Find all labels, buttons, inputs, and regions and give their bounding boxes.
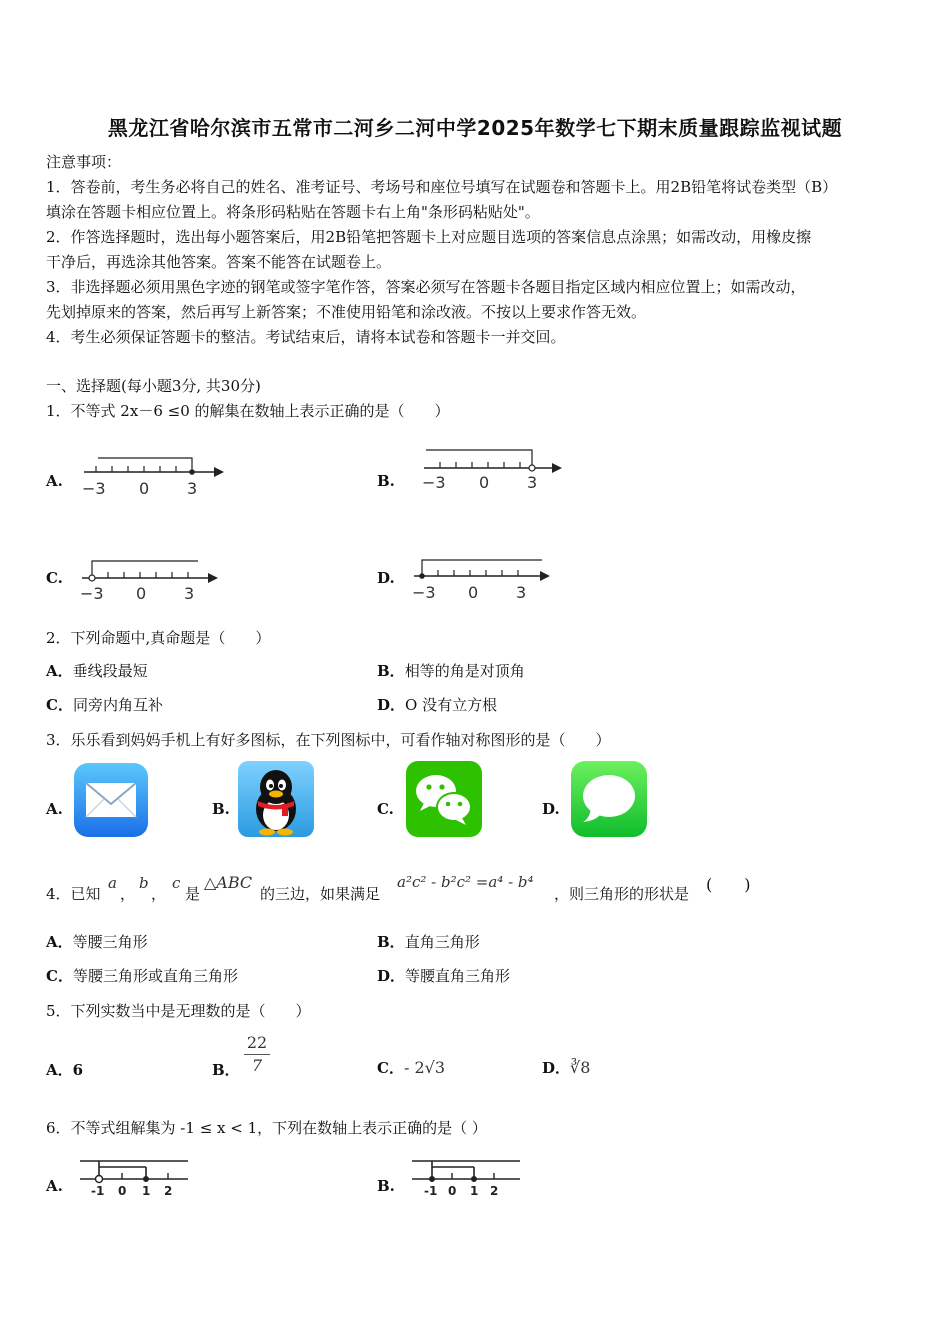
qq-penguin-icon <box>238 761 314 837</box>
notice-line: 先划掉原来的答案，然后再写上新答案；不准使用铅笔和涂改液。不按以上要求作答无效。 <box>46 303 647 321</box>
tick-label: -1 <box>91 1184 105 1198</box>
option-text: 直角三角形 <box>404 933 480 951</box>
q4-is: 是 <box>185 885 201 903</box>
option-text: 等腰直角三角形 <box>405 967 511 985</box>
q3-option-b-label: B. <box>212 800 230 818</box>
option-text: ∛8 <box>570 1058 591 1077</box>
q4-prefix: 4．已知 <box>46 885 101 903</box>
q4-option-c <box>46 965 238 986</box>
tick-label: −3 <box>80 584 104 603</box>
q1-option-b-label: B. <box>377 472 395 490</box>
option-text: O 没有立方根 <box>405 696 498 714</box>
q2-option-b <box>377 660 525 681</box>
q6-option-a-label: A. <box>46 1177 63 1195</box>
q5-option-b-label: B． <box>212 1061 240 1079</box>
q6-number-line-b <box>410 1153 526 1199</box>
notice-line: 填涂在答题卡相应位置上。将条形码粘贴在答题卡右上角"条形码粘贴处"。 <box>46 203 540 221</box>
tick-label: 0 <box>479 473 490 492</box>
q6-number-line-a <box>78 1153 194 1199</box>
q5-option-a <box>46 1059 83 1080</box>
option-label: B． <box>377 933 405 951</box>
messages-icon <box>571 761 647 837</box>
q4-option-a <box>46 931 148 952</box>
q1-option-a-label: A. <box>46 472 63 490</box>
tick-label: 1 <box>470 1184 479 1198</box>
option-label: B． <box>377 662 405 680</box>
tick-label: 3 <box>516 583 527 602</box>
page-title: 黑龙江省哈尔滨市五常市二河乡二河中学2025年数学七下期末质量跟踪监视试题 <box>107 116 843 140</box>
section-heading: 一、选择题(每小题3分, 共30分) <box>46 377 261 395</box>
comma: ， <box>151 885 167 903</box>
q5-option-d <box>542 1057 590 1078</box>
tick-label: 0 <box>118 1184 127 1198</box>
notice-heading: 注意事项： <box>46 153 122 171</box>
option-label: A． <box>46 933 73 951</box>
wechat-icon <box>406 761 482 837</box>
fraction-denominator: 7 <box>251 1056 263 1075</box>
tick-label: 0 <box>468 583 479 602</box>
option-text: - 2√3 <box>403 1058 445 1077</box>
notice-line: 4．考生必须保证答题卡的整洁。考试结束后，请将本试卷和答题卡一并交回。 <box>46 328 566 346</box>
q4-mid: 的三边，如果满足 <box>260 885 381 903</box>
q1-option-d-label: D. <box>377 569 395 587</box>
q3-option-d-label: D. <box>542 800 560 818</box>
option-text: 同旁内角互补 <box>72 696 163 714</box>
tick-label: 0 <box>448 1184 457 1198</box>
q3-option-c-label: C. <box>377 800 394 818</box>
notice-line: 2．作答选择题时，选出每小题答案后，用2B铅笔把答题卡上对应题目选项的答案信息点涂黑；如需改动，用橡皮擦 <box>46 228 812 246</box>
q3-option-a-label: A. <box>46 800 63 818</box>
tick-label: -1 <box>424 1184 438 1198</box>
fraction-numerator: 22 <box>244 1032 270 1055</box>
option-text: 等腰三角形 <box>72 933 148 951</box>
tick-label: 0 <box>139 479 150 498</box>
q4-stem <box>46 872 926 912</box>
q2-option-d <box>377 694 497 715</box>
option-text: 垂线段最短 <box>72 662 148 680</box>
math-a: a <box>108 874 117 892</box>
option-label: A． <box>46 662 73 680</box>
option-label: D． <box>377 967 406 985</box>
notice-line: 3．非选择题必须用黑色字迹的钢笔或签字笔作答，答案必须写在答题卡各题目指定区域内相应位置上；如需改动， <box>46 278 806 296</box>
q2-option-a <box>46 660 148 681</box>
comma: ， <box>120 885 136 903</box>
tick-label: 0 <box>136 584 147 603</box>
tick-label: −3 <box>422 473 446 492</box>
tick-label: 3 <box>527 473 538 492</box>
math-b: b <box>139 874 149 892</box>
q2-stem: 2．下列命题中,真命题是（ ） <box>46 629 271 647</box>
option-label: A． <box>46 1061 73 1079</box>
q4-suffix: ，则三角形的形状是 <box>554 885 690 903</box>
q1-number-line-a <box>78 448 228 498</box>
math-triangle: △ABC <box>204 873 253 892</box>
option-label: C． <box>377 1059 404 1077</box>
q4-option-b <box>377 931 480 952</box>
tick-label: 1 <box>142 1184 151 1198</box>
tick-label: −3 <box>82 479 106 498</box>
q6-option-b-label: B. <box>377 1177 395 1195</box>
q3-stem: 3．乐乐看到妈妈手机上有好多图标，在下列图标中，可看作轴对称图形的是（ ） <box>46 731 611 749</box>
q5-option-c <box>377 1057 445 1078</box>
q4-paren: ( ) <box>706 875 751 894</box>
option-text: 相等的角是对顶角 <box>404 662 525 680</box>
q1-number-line-b <box>418 442 568 492</box>
q1-stem: 1．不等式 2x－6 ≤0 的解集在数轴上表示正确的是（ ） <box>46 402 450 420</box>
fraction <box>244 1032 270 1077</box>
q6-stem: 6．不等式组解集为 -1 ≤ x < 1，下列在数轴上表示正确的是（ ） <box>46 1119 487 1137</box>
tick-label: 3 <box>184 584 195 603</box>
notice-line: 干净后，再选涂其他答案。答案不能答在试题卷上。 <box>46 253 392 271</box>
math-equation: a²c² - b²c² =a⁴ - b⁴ <box>397 873 534 891</box>
math-c: c <box>172 874 181 892</box>
mail-icon <box>74 763 148 837</box>
q1-number-line-c <box>76 553 226 603</box>
option-text: 等腰三角形或直角三角形 <box>72 967 238 985</box>
tick-label: 2 <box>164 1184 173 1198</box>
q5-stem: 5．下列实数当中是无理数的是（ ） <box>46 1002 311 1020</box>
option-label: D． <box>542 1059 571 1077</box>
tick-label: 2 <box>490 1184 499 1198</box>
tick-label: −3 <box>412 583 436 602</box>
q1-number-line-d <box>408 552 558 602</box>
option-label: C． <box>46 967 73 985</box>
q1-option-c-label: C. <box>46 569 63 587</box>
option-label: C． <box>46 696 73 714</box>
tick-label: 3 <box>187 479 198 498</box>
q4-option-d <box>377 965 510 986</box>
notice-line: 1．答卷前，考生务必将自己的姓名、准考证号、考场号和座位号填写在试题卷和答题卡上。用2B铅笔将试卷类型（B） <box>46 178 838 196</box>
option-text: 6 <box>72 1061 84 1079</box>
option-label: D． <box>377 696 406 714</box>
q2-option-c <box>46 694 163 715</box>
